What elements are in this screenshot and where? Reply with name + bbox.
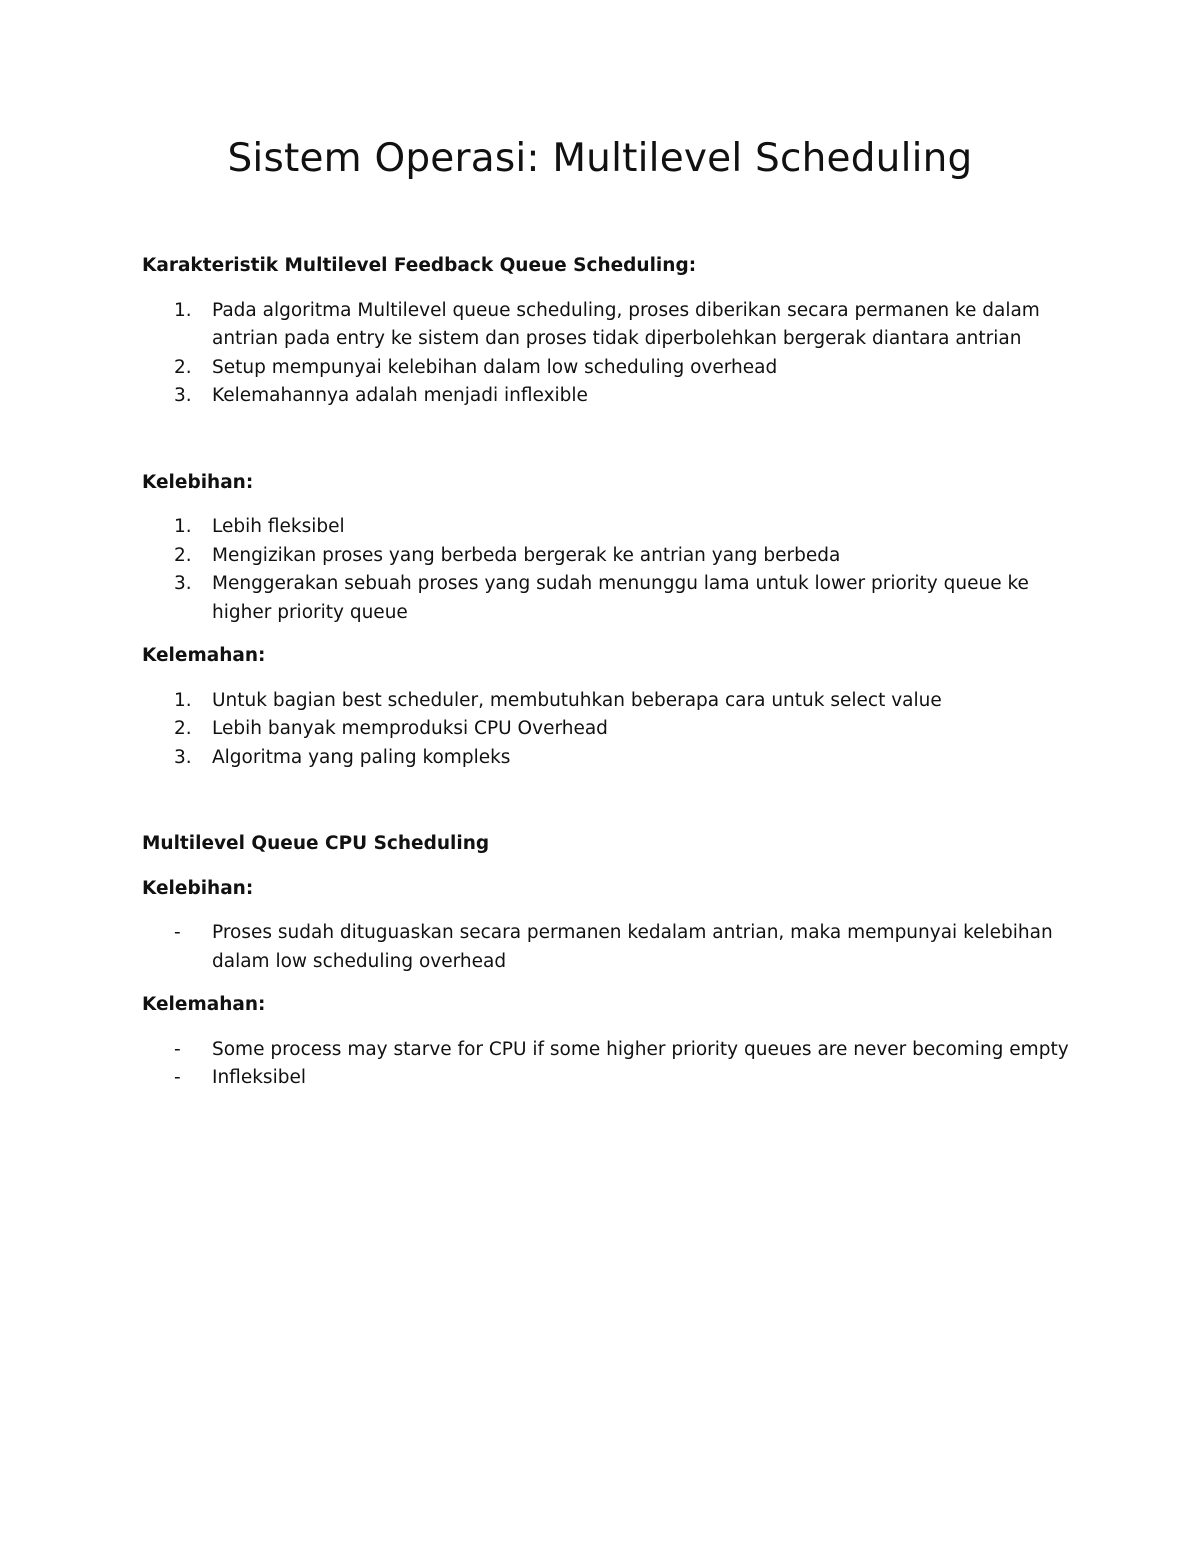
list-marker: - — [174, 1038, 181, 1060]
list-item-text: Algoritma yang paling kompleks — [212, 746, 511, 768]
list-item-text: Kelemahannya adalah menjadi inflexible — [212, 385, 588, 406]
list-item-text: Proses sudah dituguaskan secara permanen kedalam antrian, maka mempunyai kelebihan dalam low scheduling overhead — [212, 922, 1053, 972]
list-marker: 1. — [174, 516, 192, 537]
kelebihan-list — [142, 513, 1072, 627]
list-item-text: Some process may starve for CPU if some higher priority queues are never becoming empty — [212, 1038, 1069, 1060]
section-heading-kelemahan: Kelemahan: — [142, 645, 266, 666]
list-item — [142, 513, 1072, 542]
list-marker: 2. — [174, 356, 192, 378]
list-marker: 3. — [174, 573, 192, 594]
kelemahan-list — [142, 687, 1072, 773]
section-heading-mlq-kelemahan: Kelemahan: — [142, 994, 266, 1015]
list-item-text: Untuk bagian best scheduler, membutuhkan beberapa cara untuk select value — [212, 689, 942, 711]
document-body — [142, 252, 1072, 1093]
mlq-kelemahan-list — [142, 1036, 1072, 1093]
mlq-kelebihan-list — [142, 919, 1072, 976]
section-heading-karakteristik: Karakteristik Multilevel Feedback Queue Scheduling: — [142, 255, 697, 276]
list-item-text: Menggerakan sebuah proses yang sudah menunggu lama untuk lower priority queue ke higher priority queue — [212, 573, 1029, 623]
list-item — [142, 354, 1072, 383]
list-item-text: Setup mempunyai kelebihan dalam low scheduling overhead — [212, 356, 778, 378]
list-marker: - — [174, 922, 181, 943]
document-title: Sistem Operasi: Multilevel Scheduling — [227, 136, 973, 181]
list-marker: 3. — [174, 746, 192, 768]
section-heading-kelebihan: Kelebihan: — [142, 471, 254, 493]
list-item-text: Infleksibel — [212, 1067, 306, 1088]
list-marker: 3. — [174, 385, 192, 406]
list-item — [142, 1064, 1072, 1093]
section-heading-mlq-kelebihan: Kelebihan: — [142, 877, 254, 899]
list-item — [142, 382, 1072, 411]
list-item — [142, 715, 1072, 744]
list-item-text: Lebih fleksibel — [212, 516, 345, 537]
list-marker: 1. — [174, 689, 192, 711]
list-item — [142, 570, 1072, 627]
list-marker: 1. — [174, 299, 192, 321]
list-item — [142, 297, 1072, 354]
list-item — [142, 744, 1072, 773]
list-marker: 2. — [174, 544, 192, 566]
list-item-text: Mengizikan proses yang berbeda bergerak ke antrian yang berbeda — [212, 544, 841, 566]
karakteristik-list — [142, 297, 1072, 411]
list-item-text: Lebih banyak memproduksi CPU Overhead — [212, 718, 608, 739]
list-item-text: Pada algoritma Multilevel queue scheduling, proses diberikan secara permanen ke dalam antrian pada entry ke sistem dan proses tidak diperbolehkan bergerak diantara antrian — [212, 299, 1040, 349]
list-item — [142, 542, 1072, 571]
list-marker: 2. — [174, 718, 192, 739]
list-item — [142, 919, 1072, 976]
list-marker: - — [174, 1067, 181, 1088]
section-heading-mlq: Multilevel Queue CPU Scheduling — [142, 833, 490, 854]
list-item — [142, 687, 1072, 716]
list-item — [142, 1036, 1072, 1065]
